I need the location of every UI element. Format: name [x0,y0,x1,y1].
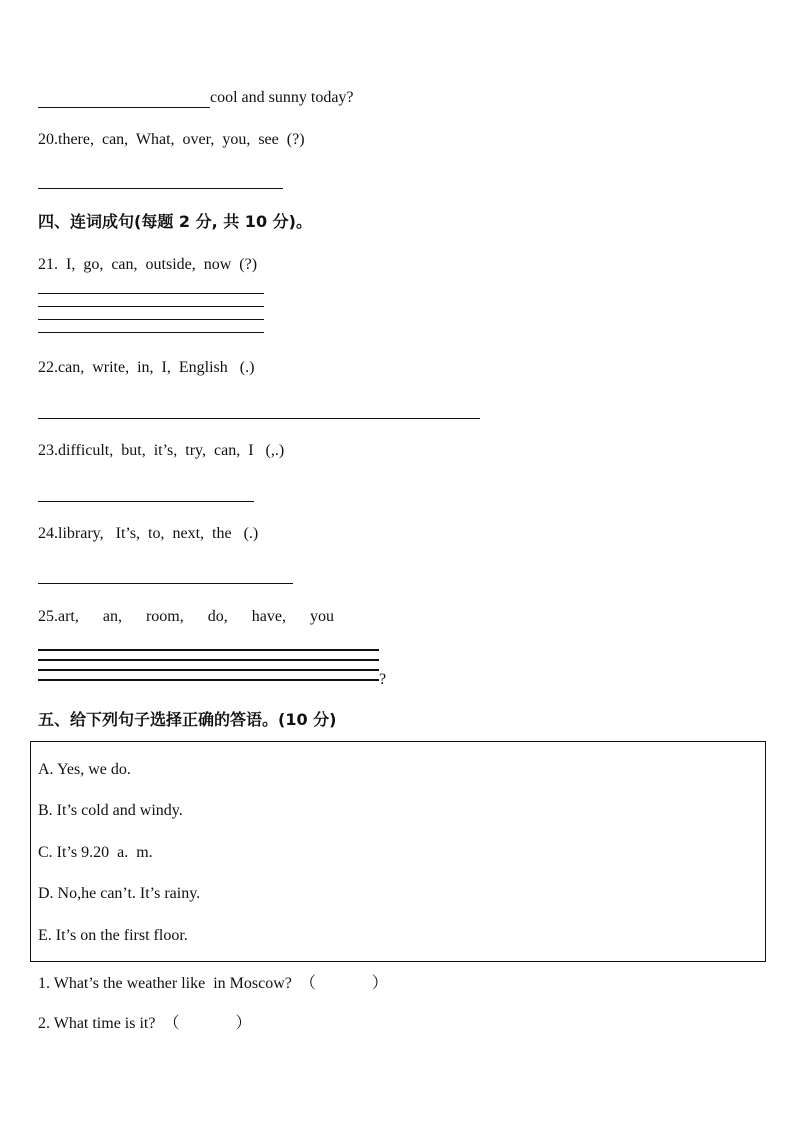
q21-prompt: 21. I, go, can, outside, now (?) [38,256,258,273]
q23-prompt: 23.difficult, but, it’s, try, can, I (,.) [38,442,285,459]
answer-line-q23[interactable] [38,501,254,502]
q19-text: cool and sunny today? [210,89,354,106]
question-1: 1. What’s the weather like in Moscow? （ ） [38,975,388,992]
answer-line-q20[interactable] [38,188,283,189]
section5-heading: 五、给下列句子选择正确的答语。(10 分) [38,710,337,729]
option-c: C. It’s 9.20 a. m. [38,844,153,861]
option-e: E. It’s on the first floor. [38,927,188,944]
answer-line-q21[interactable] [38,319,264,320]
section4-heading: 四、连词成句(每题 2 分, 共 10 分)。 [38,212,312,231]
answer-line-q25[interactable] [38,669,379,671]
answer-line-q21[interactable] [38,332,264,333]
answer-line-q25[interactable] [38,679,379,681]
option-d: D. No,he can’t. It’s rainy. [38,885,201,902]
answer-line-q22[interactable] [38,418,480,419]
answer-line-q25[interactable] [38,659,379,661]
option-b: B. It’s cold and windy. [38,802,183,819]
q20-prompt: 20.there, can, What, over, you, see (?) [38,131,305,148]
q25-end-mark: ? [379,671,387,688]
answer-line-q21[interactable] [38,306,264,307]
option-a: A. Yes, we do. [38,761,131,778]
answer-line-q21[interactable] [38,293,264,294]
q22-prompt: 22.can, write, in, I, English (.) [38,359,255,376]
q25-prompt: 25.art, an, room, do, have, you [38,608,334,625]
question-2: 2. What time is it? （ ） [38,1015,252,1032]
answer-line-q24[interactable] [38,583,293,584]
answer-line-q19[interactable] [38,107,210,108]
answer-line-q25[interactable] [38,649,379,651]
q24-prompt: 24.library, It’s, to, next, the (.) [38,525,259,542]
